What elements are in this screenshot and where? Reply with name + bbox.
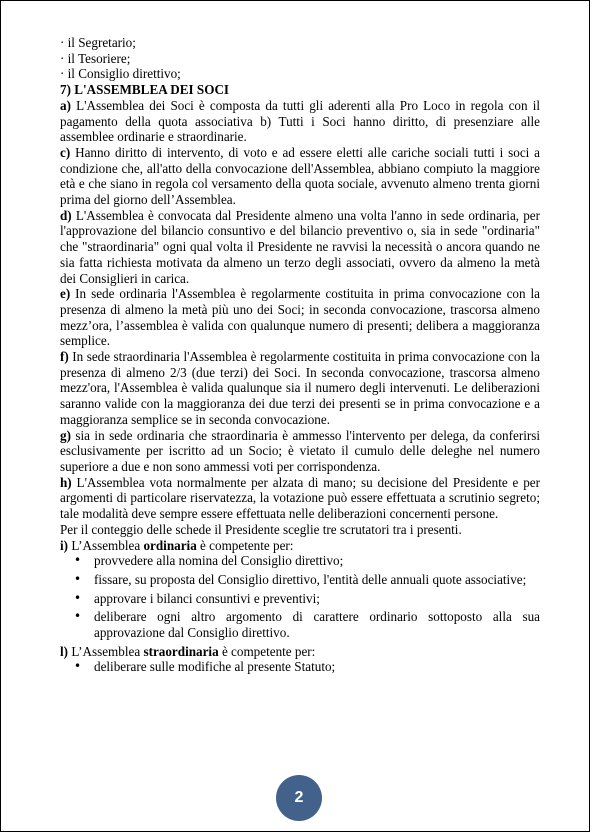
paragraph-text: è competente per: (196, 537, 294, 553)
paragraph-text: In sede ordinaria l'Assemblea è regolarmente costituita in prima convocazione con la presenza di almeno la metà più uno dei Soci; in seconda convocazione, trascorsa almeno mezz’ora, l’assemblea è valida con qualunque numero di presenti; delibera a maggioranza semplice. (60, 286, 540, 349)
paragraph-scrutatori: Per il conteggio delle schede il Presidente sceglie tre scrutatori tra i presenti. (60, 521, 462, 537)
ordinaria-list (60, 553, 540, 641)
page-number-badge: 2 (276, 775, 322, 821)
section-heading: 7) L'ASSEMBLEA DEI SOCI (60, 82, 230, 98)
paragraph-label: f) (60, 349, 69, 365)
paragraph-text: L’Assemblea (68, 643, 144, 659)
bullet-item: • approvare i bilanci consuntivi e preventivi; (94, 591, 540, 607)
paragraph-label: a) (60, 97, 71, 113)
paragraph-label: e) (60, 286, 71, 302)
page-content (60, 35, 540, 678)
list-item: · il Segretario; (60, 35, 136, 50)
straordinaria-list (60, 659, 540, 675)
emphasis-ordinaria: ordinaria (143, 537, 197, 553)
paragraph-label: l) (60, 643, 69, 659)
list-item: · il Tesoriere; (60, 50, 131, 66)
emphasis-straordinaria: straordinaria (143, 643, 219, 659)
paragraph-h (60, 475, 540, 522)
paragraph-text: L'Assemblea è convocata dal Presidente almeno una volta l'anno in sede ordinaria, per l'approvazione del bilancio consuntivo e del bilancio preventivo o, sia in sede "ordinaria" che "straordinaria" ogni qual volta il Presidente ne ravvisi la necessità o ancora quando ne sia fatta richiesta motivata da almeno un terzo degli associati, ovvero da almeno la metà dei Consiglieri in carica. (60, 207, 540, 286)
bullet-item: • deliberare ogni altro argomento di carattere ordinario sottoposto alla sua approvazione dal Consiglio direttivo. (94, 609, 540, 640)
paragraph-d (60, 208, 540, 287)
paragraph-label: h) (60, 474, 72, 490)
paragraph-c (60, 145, 540, 208)
paragraph-text: sia in sede ordinaria che straordinaria è ammesso l'intervento per delega, da conferirsi esclusivamente per iscritto ad un Socio; è vietato il cumulo delle deleghe nel numero superiore a due e non sono ammessi voti per corrispondenza. (60, 427, 540, 474)
paragraph-text: è competente per: (218, 643, 316, 659)
paragraph-a (60, 98, 540, 145)
paragraph-text: Hanno diritto di intervento, di voto e ad essere eletti alle cariche sociali tutti i soci a condizione che, all'atto della convocazione dell'Assemblea, abbiano compiuto la maggiore età e che siano in regola col versamento della quota sociale, avvenuto almeno trenta giorni prima del giorno dell’Assemblea. (60, 144, 540, 208)
paragraph-text: L’Assemblea (68, 537, 144, 553)
list-item: · il Consiglio direttivo; (60, 66, 181, 82)
paragraph-g (60, 428, 540, 475)
paragraph-text: L'Assemblea dei Soci è composta da tutti gli aderenti alla Pro Loco in regola con il pagamento della quota associativa b) Tutti i Soci hanno diritto, di presenziare alle assemblee ordinarie e straordinarie. (60, 97, 540, 145)
paragraph-text: L'Assemblea vota normalmente per alzata di mano; su decisione del Presidente e per argomenti di particolare riservatezza, la votazione può essere effettuata a scrutinio segreto; tale modalità deve sempre essere effettuata nelle deliberazioni concernenti persone. (60, 474, 540, 522)
paragraph-text: In sede straordinaria l'Assemblea è regolarmente costituita in prima convocazione con la presenza di almeno 2/3 (due terzi) dei Soci. In seconda convocazione, trascorsa almeno mezz'ora, l'Assemblea è valida qualunque sia il numero degli intervenuti. Le deliberazioni saranno valide con la maggioranza dei due terzi dei presenti se in prima convocazione e a maggioranza semplice se in seconda convocazione. (60, 349, 540, 427)
bullet-item: • deliberare sulle modifiche al presente Statuto; (94, 659, 540, 675)
bullet-item: • provvedere alla nomina del Consiglio direttivo; (94, 553, 540, 569)
paragraph-label: g) (60, 427, 71, 443)
paragraph-label: c) (60, 144, 71, 160)
paragraph-label: i) (60, 537, 69, 553)
bullet-item: • fissare, su proposta del Consiglio direttivo, l'entità delle annuali quote associative; (94, 572, 540, 588)
officers-list (60, 35, 540, 82)
paragraph-e (60, 286, 540, 349)
paragraph-i (60, 538, 540, 554)
paragraph-f (60, 349, 540, 428)
paragraph-l (60, 644, 540, 660)
paragraph-label: d) (60, 207, 72, 223)
